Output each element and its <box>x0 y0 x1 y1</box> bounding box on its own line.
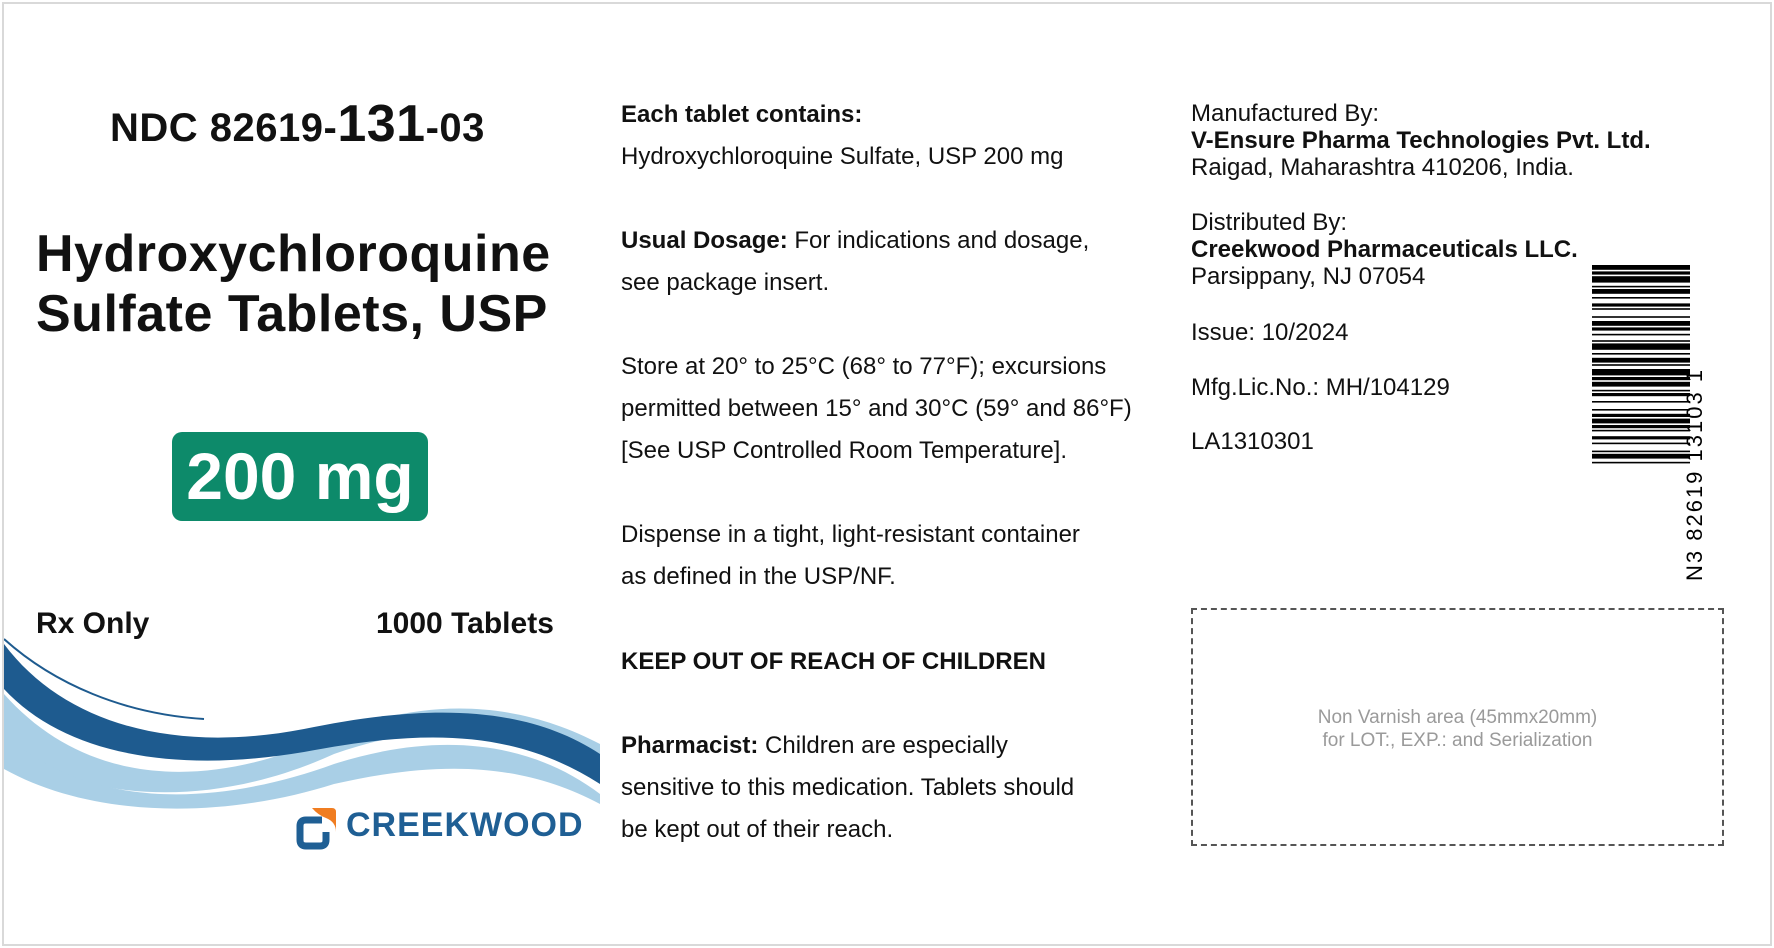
dispense-line1: Dispense in a tight, light-resistant container <box>621 521 1080 548</box>
product-name-line2: Sulfate Tablets, USP <box>36 285 548 343</box>
barcode-bar <box>1592 382 1690 387</box>
storage-line3: [See USP Controlled Room Temperature]. <box>621 437 1068 464</box>
barcode-bar <box>1592 289 1690 294</box>
drug-label <box>2 2 1772 946</box>
dosage-label: Usual Dosage: <box>621 227 788 254</box>
barcode-bar <box>1592 401 1690 403</box>
barcode-bar <box>1592 390 1690 392</box>
barcode-bar <box>1592 353 1690 355</box>
non-varnish-line1: Non Varnish area (45mmx20mm) <box>1317 707 1598 728</box>
barcode-bars <box>1592 265 1690 463</box>
distributor-address: Parsippany, NJ 07054 <box>1191 263 1426 290</box>
barcode-bar <box>1592 343 1690 349</box>
distributor-name: Creekwood Pharmaceuticals LLC. <box>1191 236 1578 263</box>
barcode-bar <box>1592 321 1690 326</box>
ndc-product-code: 131 <box>337 95 426 153</box>
barcode-bar <box>1592 340 1690 342</box>
storage-line1: Store at 20° to 25°C (68° to 77°F); excursions <box>621 353 1107 380</box>
barcode-bar <box>1592 334 1690 336</box>
barcode-bar <box>1592 414 1690 417</box>
barcode-bar <box>1592 430 1690 432</box>
barcode-bar <box>1592 393 1690 396</box>
barcode-bar <box>1592 297 1690 299</box>
storage-block <box>621 346 1132 472</box>
dispense-block <box>621 514 1080 598</box>
barcode-bar <box>1592 369 1690 375</box>
keep-out-text: KEEP OUT OF REACH OF CHILDREN <box>621 648 1046 675</box>
barcode-bar <box>1592 451 1690 453</box>
barcode-bar <box>1592 462 1690 464</box>
barcode-bar <box>1592 303 1690 306</box>
barcode-bar <box>1592 265 1690 270</box>
barcode-bar <box>1592 419 1690 424</box>
pharmacist-text: Children are especially <box>758 732 1008 759</box>
tablet-count: 1000 Tablets <box>376 607 554 640</box>
wave-decoration <box>4 634 600 814</box>
upc-barcode <box>1590 259 1710 584</box>
barcode-bar <box>1592 316 1690 318</box>
dosage-block <box>621 220 1089 304</box>
barcode-bar <box>1592 409 1690 411</box>
distributor-block <box>1191 209 1578 290</box>
pharmacist-block <box>621 725 1074 851</box>
logo-blue-shape <box>300 820 326 846</box>
mfg-license: Mfg.Lic.No.: MH/104129 <box>1191 374 1450 401</box>
manufacturer-address: Raigad, Maharashtra 410206, India. <box>1191 154 1574 181</box>
non-varnish-area <box>1191 608 1724 846</box>
barcode-bar <box>1592 327 1690 330</box>
lot-code: LA1310301 <box>1191 428 1314 455</box>
pharmacist-line3: be kept out of their reach. <box>621 816 894 843</box>
barcode-bar <box>1592 443 1690 445</box>
storage-line2: permitted between 15° and 30°C (59° and 86°F) <box>621 395 1132 422</box>
distributed-by-label: Distributed By: <box>1191 209 1348 236</box>
barcode-bar <box>1592 425 1690 428</box>
ingredients-block <box>621 94 1063 178</box>
barcode-digits: N3 82619 13103 1 <box>1682 367 1707 581</box>
barcode-bar <box>1592 377 1690 380</box>
issue-date: Issue: 10/2024 <box>1191 319 1349 346</box>
strength-badge: 200 mg <box>172 432 428 521</box>
manufacturer-block <box>1191 100 1651 181</box>
barcode-bar <box>1592 364 1690 366</box>
barcode-bar <box>1592 276 1690 282</box>
each-tablet-value: Hydroxychloroquine Sulfate, USP 200 mg <box>621 143 1064 170</box>
creekwood-logo-text: CREEKWOOD <box>346 806 584 844</box>
barcode-bar <box>1592 436 1690 439</box>
creekwood-logo-icon <box>292 804 340 852</box>
pharmacist-label: Pharmacist: <box>621 732 759 759</box>
dosage-text-line2: see package insert. <box>621 269 830 296</box>
manufacturer-name: V-Ensure Pharma Technologies Pvt. Ltd. <box>1191 127 1651 154</box>
barcode-bar <box>1592 271 1690 274</box>
barcode-bar <box>1592 308 1690 310</box>
product-name-line1: Hydroxychloroquine <box>36 225 551 283</box>
manufactured-by-label: Manufactured By: <box>1191 100 1380 127</box>
rx-only: Rx Only <box>36 607 150 640</box>
keep-out-warning <box>621 641 1046 683</box>
non-varnish-line2: for LOT:, EXP.: and Serialization <box>1322 730 1593 751</box>
dispense-line2: as defined in the USP/NF. <box>621 563 896 590</box>
product-name <box>36 224 596 344</box>
pharmacist-line2: sensitive to this medication. Tablets should <box>621 774 1075 801</box>
barcode-bar <box>1592 286 1690 288</box>
barcode-bar <box>1592 454 1690 459</box>
dosage-text: For indications and dosage, <box>787 227 1090 254</box>
barcode-bar <box>1592 358 1690 363</box>
ndc-number <box>110 94 485 154</box>
ndc-prefix: NDC 82619- <box>110 106 338 150</box>
each-tablet-heading: Each tablet contains: <box>621 101 863 128</box>
ndc-suffix: -03 <box>425 106 485 150</box>
